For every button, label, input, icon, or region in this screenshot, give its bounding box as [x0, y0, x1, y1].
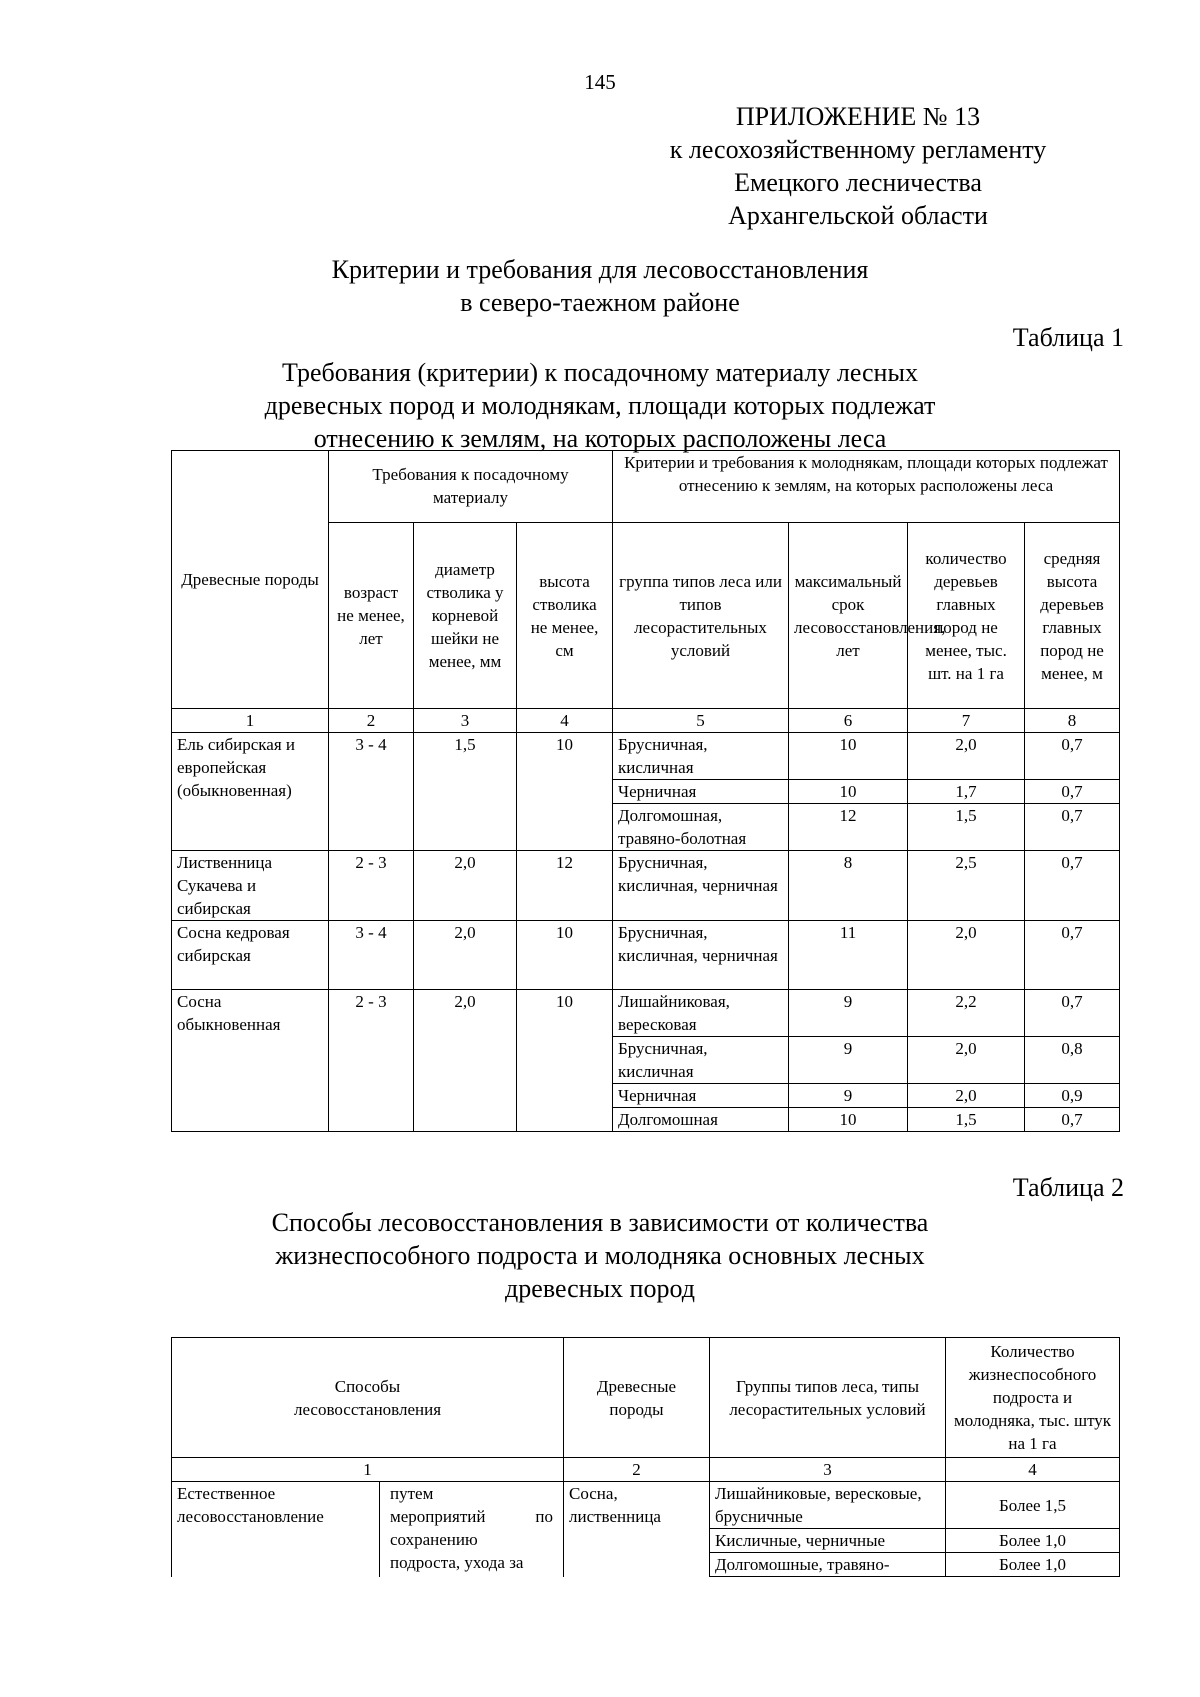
diameter-cell: 1,5: [414, 733, 517, 851]
term-cell: 10: [789, 780, 908, 804]
height-cell: 10: [517, 990, 613, 1132]
main-title-line: в северо-таежном районе: [460, 288, 740, 317]
count-cell: 1,5: [908, 1108, 1025, 1132]
forest-type-cell: Черничная: [613, 1084, 789, 1108]
avg-height-cell: 0,8: [1025, 1037, 1120, 1084]
avg-height-cell: 0,7: [1025, 921, 1120, 990]
table1-label: Таблица 1: [1012, 323, 1124, 352]
quantity-cell: Более 1,5: [946, 1482, 1120, 1529]
avg-height-cell: 0,7: [1025, 780, 1120, 804]
avg-height-cell: 0,9: [1025, 1084, 1120, 1108]
species-cell: Лиственница Сукачева и сибирская: [172, 851, 329, 921]
count-cell: 2,0: [908, 921, 1025, 990]
age-cell: 3 - 4: [329, 733, 414, 851]
count-cell: 2,0: [908, 733, 1025, 780]
forest-type-cell: Брусничная, кисличная: [613, 1037, 789, 1084]
age-cell: 2 - 3: [329, 851, 414, 921]
col-number: 7: [908, 709, 1025, 733]
table2-label: Таблица 2: [1012, 1173, 1124, 1202]
avg-height-cell: 0,7: [1025, 804, 1120, 851]
page-number: 145: [584, 70, 616, 94]
appendix-line: к лесохозяйственному регламенту: [669, 135, 1047, 164]
method-cell: Естественное лесовосстановление: [172, 1482, 380, 1577]
method-detail-line: сохранению: [390, 1530, 478, 1549]
col-number: 2: [329, 709, 414, 733]
forest-group-cell: Лишайниковые, вересковые, брусничные: [710, 1482, 946, 1529]
header-quantity: Количество жизнеспособного подроста и молодняка, тыс. штук на 1 га: [946, 1338, 1120, 1458]
col-number: 5: [613, 709, 789, 733]
col-number: 1: [172, 1458, 564, 1482]
term-cell: 9: [789, 1037, 908, 1084]
appendix-title: ПРИЛОЖЕНИЕ № 13: [735, 102, 981, 131]
table2-title-line: Способы лесовосстановления в зависимости от количества: [271, 1208, 929, 1237]
forest-type-cell: Брусничная, кисличная, черничная: [613, 921, 789, 990]
table2-title: [0, 1206, 1200, 1305]
forest-type-cell: Черничная: [613, 780, 789, 804]
header-tree-count: количество деревьев главных пород не менее, тыс. шт. на 1 га: [908, 523, 1025, 709]
method-detail-line: мероприятий по: [390, 1507, 553, 1526]
count-cell: 2,0: [908, 1084, 1025, 1108]
method-detail-line: подроста, ухода за: [390, 1553, 524, 1572]
term-cell: 9: [789, 1084, 908, 1108]
header-height: высота стволика не менее, см: [517, 523, 613, 709]
count-cell: 1,7: [908, 780, 1025, 804]
table-row: [172, 851, 1120, 921]
term-cell: 12: [789, 804, 908, 851]
header-species: Древесные породы: [172, 451, 329, 709]
header-methods-text: Способы лесовосстановления: [293, 1376, 442, 1419]
diameter-cell: 2,0: [414, 851, 517, 921]
height-cell: 10: [517, 921, 613, 990]
height-cell: 12: [517, 851, 613, 921]
header-age: возраст не менее, лет: [329, 523, 414, 709]
term-cell: 8: [789, 851, 908, 921]
diameter-cell: 2,0: [414, 921, 517, 990]
species-cell: Ель сибирская и европейская (обыкновенная): [172, 733, 329, 851]
col-number: 4: [946, 1458, 1120, 1482]
header-avg-height: средняя высота деревьев главных пород не менее, м: [1025, 523, 1120, 709]
header-species-text: Древесные породы: [596, 1376, 677, 1419]
species-cell: Сосна обыкновенная: [172, 990, 329, 1132]
species-cell: Сосна, лиственница: [564, 1482, 710, 1577]
table1-title: [0, 356, 1200, 455]
header-species: [564, 1338, 710, 1458]
col-number: 1: [172, 709, 329, 733]
header-forest-groups: Группы типов леса, типы лесорастительных условий: [710, 1338, 946, 1458]
table2-title-line: жизнеспособного подроста и молодняка основных лесных: [275, 1241, 925, 1270]
table2: [171, 1337, 1120, 1577]
term-cell: 11: [789, 921, 908, 990]
header-forest-type: группа типов леса или типов лесорастительных условий: [613, 523, 789, 709]
header-planting-group: Требования к посадочному материалу: [329, 451, 613, 523]
count-cell: 1,5: [908, 804, 1025, 851]
header-max-term: максимальный срок лесовосстановления, лет: [789, 523, 908, 709]
table1-title-line: отнесению к землям, на которых расположены леса: [313, 424, 887, 453]
table1-title-line: Требования (критерии) к посадочному материалу лесных: [282, 358, 918, 387]
table-row: [172, 733, 1120, 780]
age-cell: 2 - 3: [329, 990, 414, 1132]
header-methods: [172, 1338, 564, 1458]
age-cell: 3 - 4: [329, 921, 414, 990]
forest-type-cell: Лишайниковая, вересковая: [613, 990, 789, 1037]
quantity-cell: Более 1,0: [946, 1529, 1120, 1553]
appendix-line: Архангельской области: [728, 201, 988, 230]
col-number: 4: [517, 709, 613, 733]
species-cell: Сосна кедровая сибирская: [172, 921, 329, 990]
appendix-line: Емецкого лесничества: [734, 168, 982, 197]
method-detail-cell: [380, 1482, 564, 1577]
table1-title-line: древесных пород и молоднякам, площади которых подлежат: [264, 391, 936, 420]
term-cell: 9: [789, 990, 908, 1037]
avg-height-cell: 0,7: [1025, 851, 1120, 921]
forest-group-cell: Долгомошные, травяно-: [710, 1553, 946, 1577]
term-cell: 10: [789, 1108, 908, 1132]
term-cell: 10: [789, 733, 908, 780]
main-title: [0, 253, 1200, 319]
col-number: 2: [564, 1458, 710, 1482]
table-row: [172, 921, 1120, 990]
forest-type-cell: Брусничная, кисличная, черничная: [613, 851, 789, 921]
count-cell: 2,0: [908, 1037, 1025, 1084]
count-cell: 2,2: [908, 990, 1025, 1037]
forest-type-cell: Долгомошная, травяно-болотная: [613, 804, 789, 851]
header-young-group: Критерии и требования к молоднякам, площади которых подлежат отнесению к землям, на которых расположены леса: [613, 451, 1120, 523]
method-detail-line: путем: [390, 1484, 434, 1503]
appendix-header: [598, 100, 1118, 232]
table2-title-line: древесных пород: [505, 1274, 695, 1303]
avg-height-cell: 0,7: [1025, 1108, 1120, 1132]
main-title-line: Критерии и требования для лесовосстановления: [331, 255, 869, 284]
col-number: 6: [789, 709, 908, 733]
forest-group-cell: Кисличные, черничные: [710, 1529, 946, 1553]
col-number: 3: [414, 709, 517, 733]
col-number: 8: [1025, 709, 1120, 733]
col-number: 3: [710, 1458, 946, 1482]
column-numbers-row: [172, 1458, 1120, 1482]
table1: [171, 450, 1120, 1132]
table-row: [172, 990, 1120, 1037]
forest-type-cell: Долгомошная: [613, 1108, 789, 1132]
table-row: [172, 1482, 1120, 1529]
height-cell: 10: [517, 733, 613, 851]
forest-type-cell: Брусничная, кисличная: [613, 733, 789, 780]
count-cell: 2,5: [908, 851, 1025, 921]
avg-height-cell: 0,7: [1025, 733, 1120, 780]
avg-height-cell: 0,7: [1025, 990, 1120, 1037]
header-diameter: диаметр стволика у корневой шейки не менее, мм: [414, 523, 517, 709]
diameter-cell: 2,0: [414, 990, 517, 1132]
column-numbers-row: [172, 709, 1120, 733]
quantity-cell: Более 1,0: [946, 1553, 1120, 1577]
